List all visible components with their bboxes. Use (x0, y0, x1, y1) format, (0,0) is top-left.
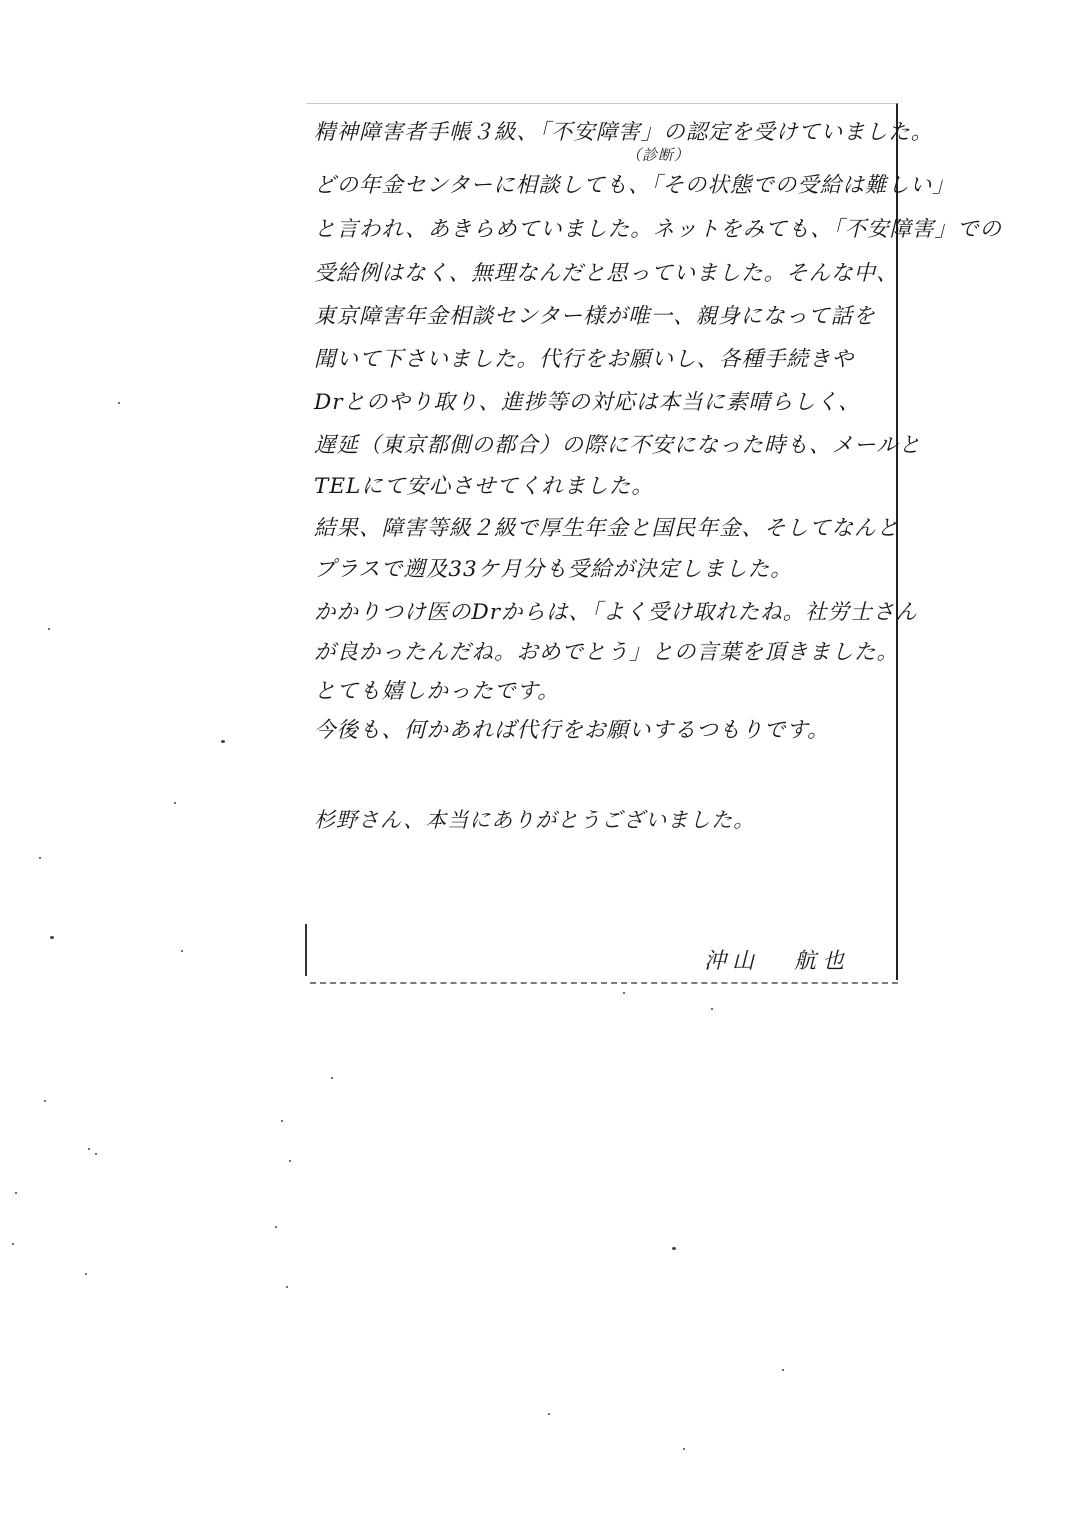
scan-speck (331, 1077, 333, 1079)
letter-line: 結果、障害等級２級で厚生年金と国民年金、そしてなんと (314, 516, 900, 541)
scan-speck (48, 628, 50, 630)
scan-speck (44, 1100, 46, 1102)
scan-speck (221, 740, 225, 743)
scan-speck (88, 1148, 90, 1150)
signature-family-name: 沖山 (704, 949, 761, 974)
letter-line: Drとのやり取り、進捗等の対応は本当に素晴らしく、 (314, 390, 861, 415)
letter-card (306, 103, 1003, 980)
scan-speck (782, 1369, 784, 1371)
card-left-edge (305, 924, 307, 976)
scan-speck (174, 802, 176, 804)
closing-line: 杉野さん、本当にありがとうございました。 (314, 808, 756, 832)
letter-line: どの年金センターに相談しても、「その状態での受給は難しい」 (314, 173, 955, 198)
letter-line: かかりつけ医のDrからは、「よく受け取れたね。社労士さん (314, 600, 918, 625)
scan-speck (39, 857, 41, 859)
scan-speck (711, 1008, 713, 1010)
scan-speck (95, 1153, 97, 1155)
letter-line: とても嬉しかったです。 (314, 679, 560, 704)
letter-line: が良かったんだね。おめでとう」との言葉を頂きました。 (314, 640, 900, 665)
letter-line: 聞いて下さいました。代行をお願いし、各種手続きや (314, 347, 855, 372)
annotation-note: （診断） (626, 146, 691, 164)
scan-speck (12, 1243, 14, 1245)
scan-speck (118, 402, 120, 404)
scan-speck (672, 1247, 676, 1250)
signature (704, 944, 850, 975)
scan-speck (50, 936, 54, 939)
letter-line: と言われ、あきらめていました。ネットをみても、「不安障害」での (314, 217, 1003, 242)
letter-line: 今後も、何かあれば代行をお願いするつもりです。 (314, 718, 830, 743)
scan-speck (85, 1273, 87, 1275)
letter-line: 遅延（東京都側の都合）の際に不安になった時も、メールと (314, 433, 922, 458)
scan-speck (548, 1413, 550, 1415)
letter-line: TELにて安心させてくれました。 (314, 474, 654, 499)
scan-speck (683, 1448, 685, 1450)
scan-speck (281, 1120, 283, 1122)
scan-speck (286, 1286, 288, 1288)
scan-speck (15, 1192, 17, 1194)
letter-line: プラスで遡及33ケ月分も受給が決定しました。 (314, 557, 793, 582)
scan-speck (623, 992, 625, 994)
letter-line: 受給例はなく、無理なんだと思っていました。そんな中、 (314, 261, 899, 286)
letter-line: 東京障害年金相談センター様が唯一、親身になって話を (314, 304, 876, 329)
scan-speck (289, 1160, 291, 1162)
signature-given-name: 航也 (794, 949, 851, 974)
card-bottom-edge (310, 982, 898, 984)
scan-speck (275, 1226, 277, 1228)
scan-speck (181, 950, 183, 952)
letter-line: 精神障害者手帳３級、「不安障害」の認定を受けていました。 (314, 120, 934, 145)
